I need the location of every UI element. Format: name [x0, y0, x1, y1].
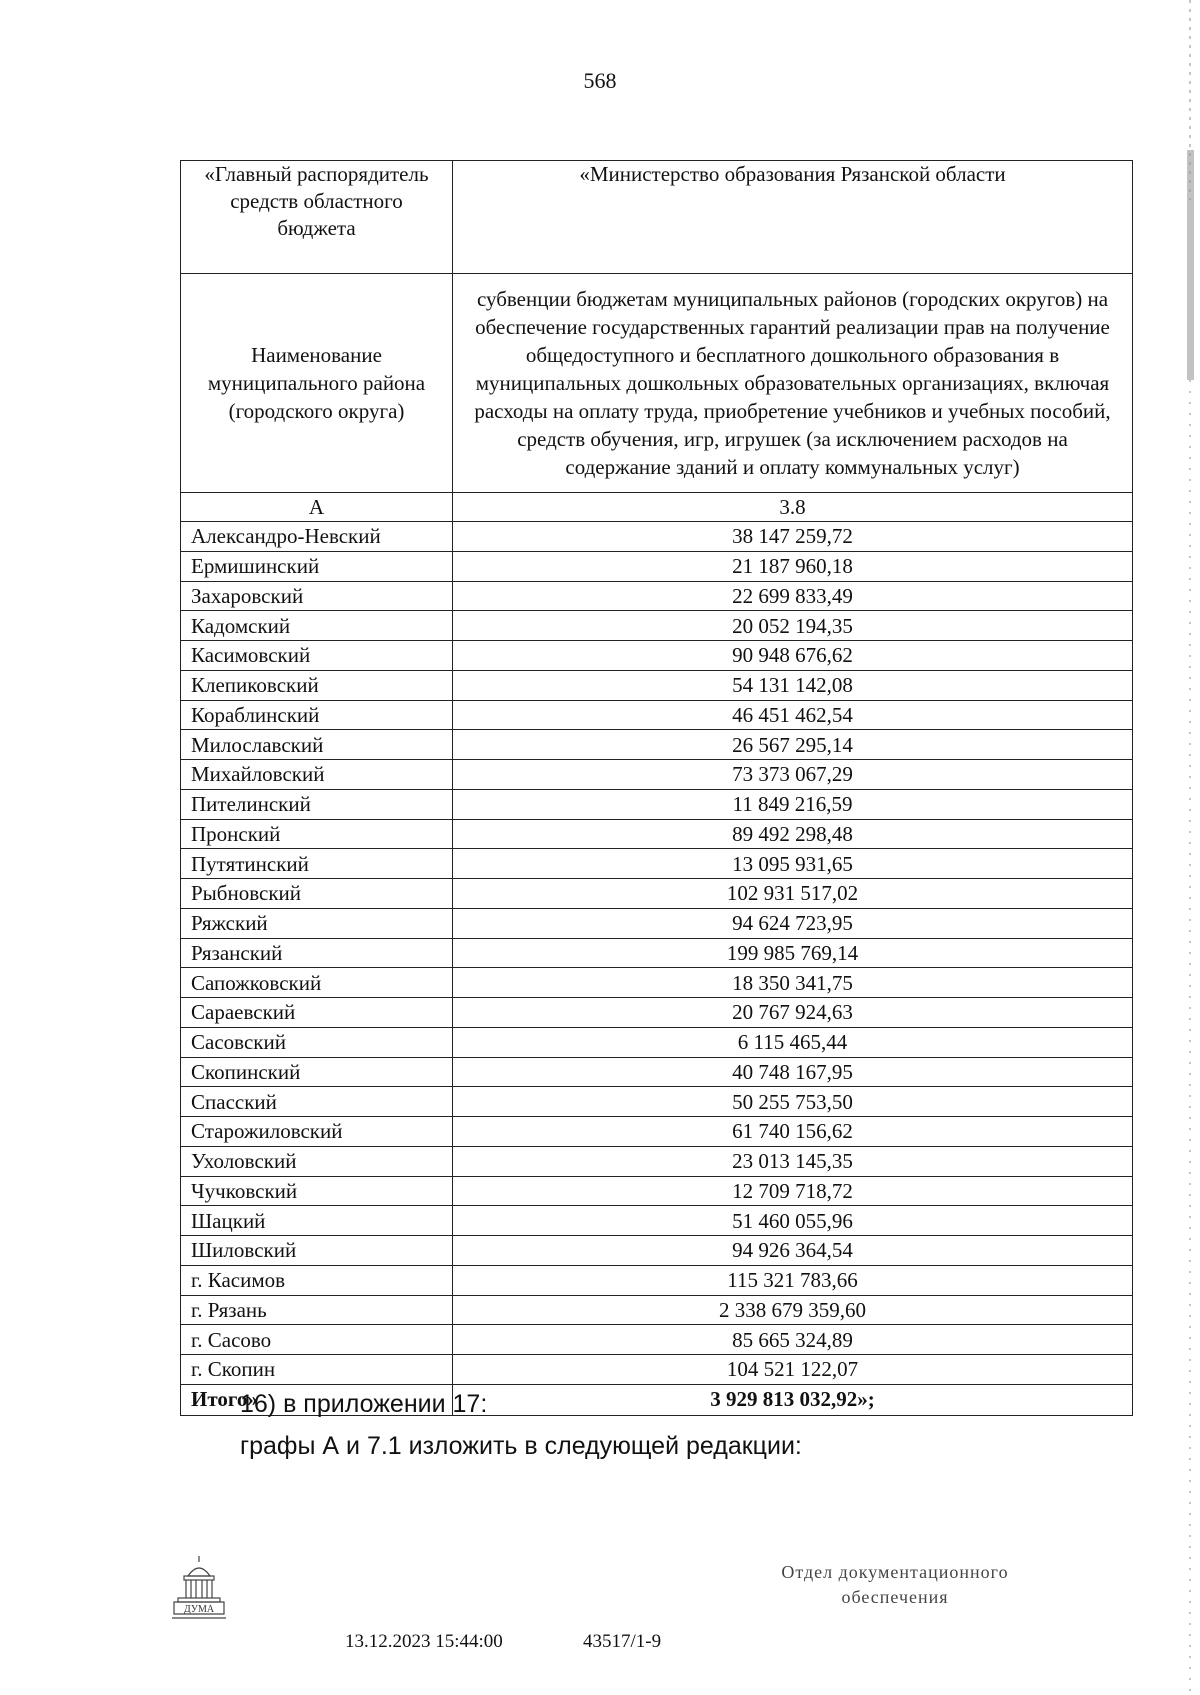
- department-stamp-line-1: Отдел документационного: [781, 1562, 1009, 1582]
- column-number-row: [181, 493, 1133, 522]
- subvention-amount: 61 740 156,62: [453, 1117, 1133, 1147]
- total-label: Итого»: [181, 1384, 453, 1415]
- municipality-name: Кадомский: [181, 611, 453, 641]
- municipality-name: Ряжский: [181, 908, 453, 938]
- subvention-amount: 22 699 833,49: [453, 581, 1133, 611]
- subvention-amount: 94 926 364,54: [453, 1236, 1133, 1266]
- table-row: [181, 1265, 1133, 1295]
- header-subvention-description: субвенции бюджетам муниципальных районов (городских округов) на обеспечение государственных гарантий реализации прав на получение общедоступного и бесплатного дошкольного образования в муниципальных дошкольных образовательных организациях, включая расходы на оплату труда, приобретение учебников и учебных пособий, средств обучения, игр, игрушек (за исключением расходов на содержание зданий и оплату коммунальных услуг): [453, 274, 1133, 493]
- subvention-amount: 21 187 960,18: [453, 551, 1133, 581]
- subvention-amount: 11 849 216,59: [453, 789, 1133, 819]
- budget-table: [180, 160, 1133, 1416]
- table-row: [181, 789, 1133, 819]
- municipality-name: Пронский: [181, 819, 453, 849]
- table-row: [181, 1057, 1133, 1087]
- table-row: [181, 1295, 1133, 1325]
- subvention-amount: 13 095 931,65: [453, 849, 1133, 879]
- table-header-row-2: [181, 274, 1133, 493]
- municipality-name: Клепиковский: [181, 670, 453, 700]
- table-row: [181, 581, 1133, 611]
- table-row: [181, 700, 1133, 730]
- subvention-amount: 38 147 259,72: [453, 522, 1133, 552]
- subvention-amount: 46 451 462,54: [453, 700, 1133, 730]
- header-municipality-label-text: Наименование муниципального района (городского округа): [207, 343, 426, 423]
- table-row: [181, 1176, 1133, 1206]
- subvention-amount: 23 013 145,35: [453, 1146, 1133, 1176]
- table-row: [181, 1027, 1133, 1057]
- svg-text:ДУМА: ДУМА: [183, 1604, 215, 1615]
- municipality-name: Чучковский: [181, 1176, 453, 1206]
- stamp-registration-number: 43517/1-9: [583, 1631, 662, 1652]
- municipality-name: Ухоловский: [181, 1146, 453, 1176]
- municipality-name: Шацкий: [181, 1206, 453, 1236]
- table-row: [181, 968, 1133, 998]
- subvention-amount: 2 338 679 359,60: [453, 1295, 1133, 1325]
- duma-logo-icon: [170, 1552, 228, 1628]
- municipality-name: Кораблинский: [181, 700, 453, 730]
- municipality-name: Александро-Невский: [181, 522, 453, 552]
- table-row: [181, 522, 1133, 552]
- page-number: 568: [583, 68, 617, 93]
- table-row: [181, 760, 1133, 790]
- column-number-a: А: [181, 493, 453, 522]
- municipality-name: Шиловский: [181, 1236, 453, 1266]
- stamp-datetime: 13.12.2023 15:44:00: [345, 1631, 503, 1652]
- table-row: [181, 1146, 1133, 1176]
- table-row: [181, 879, 1133, 909]
- subvention-amount: 26 567 295,14: [453, 730, 1133, 760]
- subvention-amount: 18 350 341,75: [453, 968, 1133, 998]
- total-value: 3 929 813 032,92»;: [453, 1384, 1133, 1415]
- header-main-admin-value: «Министерство образования Рязанской области: [453, 161, 1133, 274]
- department-stamp-line-2: обеспечения: [841, 1587, 949, 1607]
- municipality-name: г. Рязань: [181, 1295, 453, 1325]
- municipality-name: Скопинский: [181, 1057, 453, 1087]
- table-row: [181, 1087, 1133, 1117]
- subvention-amount: 40 748 167,95: [453, 1057, 1133, 1087]
- municipality-name: Захаровский: [181, 581, 453, 611]
- municipality-name: Путятинский: [181, 849, 453, 879]
- subvention-amount: 94 624 723,95: [453, 908, 1133, 938]
- subvention-amount: 50 255 753,50: [453, 1087, 1133, 1117]
- table-row: [181, 551, 1133, 581]
- municipality-name: Спасский: [181, 1087, 453, 1117]
- table-row: [181, 938, 1133, 968]
- municipality-name: Пителинский: [181, 789, 453, 819]
- municipality-name: г. Касимов: [181, 1265, 453, 1295]
- municipality-name: Сапожковский: [181, 968, 453, 998]
- municipality-name: Ермишинский: [181, 551, 453, 581]
- subvention-amount: 54 131 142,08: [453, 670, 1133, 700]
- column-number-3-8: 3.8: [453, 493, 1133, 522]
- municipality-name: Старожиловский: [181, 1117, 453, 1147]
- municipality-name: Милославский: [181, 730, 453, 760]
- header-municipality-label: [181, 274, 453, 493]
- table-row: [181, 849, 1133, 879]
- table-row: [181, 1325, 1133, 1355]
- municipality-name: г. Скопин: [181, 1355, 453, 1385]
- subvention-amount: 20 767 924,63: [453, 998, 1133, 1028]
- header-main-admin-label: «Главный распорядитель средств областного бюджета: [181, 161, 453, 274]
- table-row: [181, 908, 1133, 938]
- table-row: [181, 1355, 1133, 1385]
- municipality-name: Михайловский: [181, 760, 453, 790]
- municipality-name: Сасовский: [181, 1027, 453, 1057]
- table-row: [181, 730, 1133, 760]
- subvention-amount: 85 665 324,89: [453, 1325, 1133, 1355]
- subvention-amount: 199 985 769,14: [453, 938, 1133, 968]
- subvention-amount: 20 052 194,35: [453, 611, 1133, 641]
- subvention-amount: 104 521 122,07: [453, 1355, 1133, 1385]
- subvention-amount: 89 492 298,48: [453, 819, 1133, 849]
- subvention-amount: 12 709 718,72: [453, 1176, 1133, 1206]
- amendment-instruction: графы А и 7.1 изложить в следующей редакции:: [240, 1432, 802, 1460]
- table-row: [181, 1236, 1133, 1266]
- table-row: [181, 641, 1133, 671]
- subvention-amount: 90 948 676,62: [453, 641, 1133, 671]
- municipality-name: Сараевский: [181, 998, 453, 1028]
- subvention-amount: 51 460 055,96: [453, 1206, 1133, 1236]
- department-stamp: [740, 1560, 1050, 1610]
- municipality-name: Рязанский: [181, 938, 453, 968]
- table-row: [181, 1117, 1133, 1147]
- subvention-amount: 6 115 465,44: [453, 1027, 1133, 1057]
- table-row: [181, 1206, 1133, 1236]
- subvention-amount: 102 931 517,02: [453, 879, 1133, 909]
- subvention-amount: 73 373 067,29: [453, 760, 1133, 790]
- scan-edge-marks: [1178, 0, 1200, 1695]
- subvention-amount: 115 321 783,66: [453, 1265, 1133, 1295]
- table-row: [181, 611, 1133, 641]
- table-row: [181, 819, 1133, 849]
- amendment-paragraph: 16) в приложении 17:: [240, 1390, 488, 1418]
- municipality-name: г. Сасово: [181, 1325, 453, 1355]
- table-row: [181, 998, 1133, 1028]
- municipality-name: Рыбновский: [181, 879, 453, 909]
- table-header-row-1: [181, 161, 1133, 274]
- municipality-name: Касимовский: [181, 641, 453, 671]
- table-row: [181, 670, 1133, 700]
